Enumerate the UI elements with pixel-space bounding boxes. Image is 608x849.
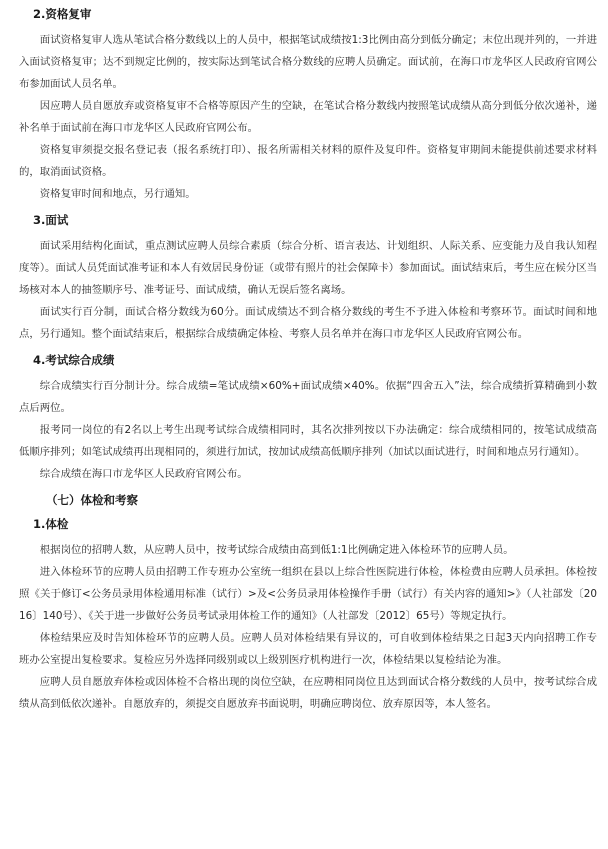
paragraph: 资格复审时间和地点，另行通知。 — [39, 188, 196, 200]
paragraph: 因应聘人员自愿放弃或资格复审不合格等原因产生的空缺，在笔试合格分数线内按照笔试成绩从高分到低分依次递补，递补名单于面试前在海口市龙华区人民政府官网公布。 — [19, 100, 597, 134]
section-heading-physical-exam: 1.体检 — [33, 517, 69, 531]
paragraph: 面试实行百分制，面试合格分数线为60分。面试成绩达不到合格分数线的考生不予进入体检和考察环节。面试时间和地点，另行通知。整个面试结束后，根据综合成绩确定体检、考察人员名单并在海口市龙华区人民政府官网公布。 — [19, 306, 597, 340]
section-heading-qualification-review: 2.资格复审 — [33, 7, 92, 21]
paragraph: 资格复审须提交报名登记表（报名系统打印）、报名所需相关材料的原件及复印件。资格复审期间未能提供前述要求材料的，取消面试资格。 — [19, 144, 597, 178]
section-heading-overall-score: 4.考试综合成绩 — [33, 353, 115, 367]
paragraph: 综合成绩在海口市龙华区人民政府官网公布。 — [39, 468, 248, 480]
section-heading-interview: 3.面试 — [33, 213, 69, 227]
paragraph: 体检结果应及时告知体检环节的应聘人员。应聘人员对体检结果有异议的，可自收到体检结果之日起3天内向招聘工作专班办公室提出复检要求。复检应另外选择同级别或以上级别医疗机构进行一次，体检结果以复检结论为准。 — [19, 632, 597, 666]
paragraph: 面试采用结构化面试，重点测试应聘人员综合素质（综合分析、语言表达、计划组织、人际关系、应变能力及自我认知程度等）。面试人员凭面试准考证和本人有效居民身份证（或带有照片的社会保障卡）参加面试。面试结束后，考生应在候分区当场核对本人的抽签顺序号、准考证号、面试成绩，确认无误后签名离场。 — [19, 240, 597, 296]
paragraph: 应聘人员自愿放弃体检或因体检不合格出现的岗位空缺，在应聘相同岗位且达到面试合格分数线的人员中，按考试综合成绩从高到低依次递补。自愿放弃的，须提交自愿放弃书面说明，明确应聘岗位、放弃原因等，本人签名。 — [19, 676, 597, 710]
section-heading-physical-exam-and-inspection: （七）体检和考察 — [46, 493, 138, 507]
paragraph: 综合成绩实行百分制计分。综合成绩=笔试成绩×60%+面试成绩×40%。依据“四舍五入”法，综合成绩折算精确到小数点后两位。 — [19, 380, 597, 414]
paragraph: 进入体检环节的应聘人员由招聘工作专班办公室统一组织在县以上综合性医院进行体检，体检费由应聘人员承担。体检按照《关于修订<公务员录用体检通用标准（试行）>及<公务员录用体检操作手册（试行）有关内容的通知>》（人社部发〔2016〕140号）、《关于进一步做好公务员考试录用体检工作的通知》（人社部发〔2012〕65号）等规定执行。 — [19, 566, 597, 622]
paragraph: 根据岗位的招聘人数，从应聘人员中，按考试综合成绩由高到低1:1比例确定进入体检环节的应聘人员。 — [39, 544, 514, 556]
paragraph: 报考同一岗位的有2名以上考生出现考试综合成绩相同时，其名次排列按以下办法确定：综合成绩相同的，按笔试成绩高低顺序排列；如笔试成绩再出现相同的，须进行加试，按加试成绩高低顺序排列（加试以面试进行，时间和地点另行通知）。 — [19, 424, 597, 458]
paragraph: 面试资格复审人选从笔试合格分数线以上的人员中，根据笔试成绩按1:3比例由高分到低分确定；末位出现并列的，一并进入面试资格复审；达不到规定比例的，按实际达到笔试合格分数线的应聘人员确定。面试前，在海口市龙华区人民政府官网公布参加面试人员名单。 — [19, 34, 597, 90]
